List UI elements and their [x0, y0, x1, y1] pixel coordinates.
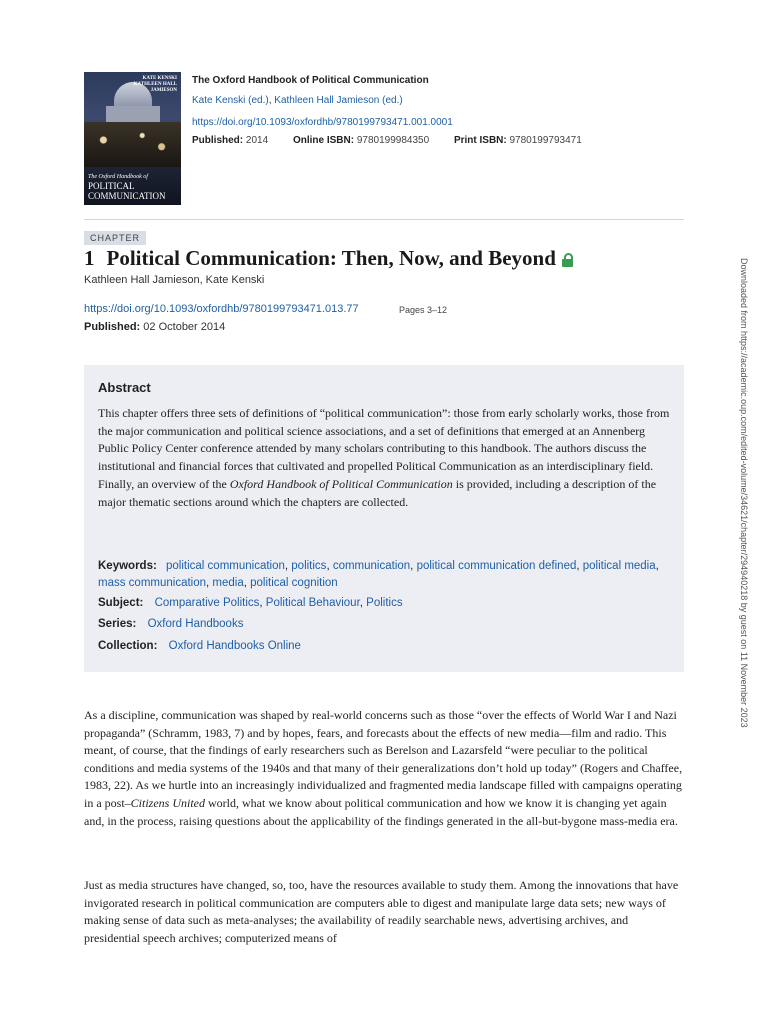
chapter-title-text: Political Communication: Then, Now, and Beyond [106, 246, 556, 270]
cover-small-title: The Oxford Handbook of [88, 174, 148, 180]
subject-row: Subject: Comparative Politics, Political Behaviour, Politics [98, 597, 403, 609]
keyword-link[interactable]: political communication [166, 560, 285, 572]
capitol-base [106, 106, 160, 122]
keyword-link[interactable]: politics [291, 560, 327, 572]
subject-link[interactable]: Politics [366, 597, 403, 609]
cover-title [88, 173, 178, 201]
chapter-authors: Kathleen Hall Jamieson, Kate Kenski [84, 274, 265, 286]
book-publication-info [192, 134, 582, 147]
chapter-number: 1 [84, 246, 95, 270]
keywords-row: Keywords: political communication, politics, communication, political communication defined, political media, mass communication, media, political cognition [98, 560, 659, 589]
abstract-text-part: is provided, including a description of the major thematic sections around which the chapters are collected. [98, 476, 657, 509]
open-access-lock-icon [562, 253, 573, 267]
editor-separator: , [268, 95, 275, 106]
keyword-link[interactable]: political media [582, 560, 656, 572]
book-title[interactable]: The Oxford Handbook of Political Communication [192, 75, 429, 86]
abstract-text [98, 405, 672, 511]
keyword-link[interactable]: mass communication [98, 577, 207, 589]
chapter-published-label: Published: [84, 321, 141, 333]
divider [84, 219, 684, 220]
online-isbn-label: Online ISBN: [292, 135, 355, 146]
download-note-text: Downloaded from https://academic.oup.com/edited-volume/34621/chapter/294940218 by guest on 11 November 2023 [739, 258, 749, 728]
abstract-box [84, 365, 684, 672]
body-paragraph: Just as media structures have changed, so, too, have the resources available to study them. Among the innovations that have invigorated research in political communication are computers able to digest and manipulate large data sets; new ways of making sense of data such as meta-analyses; the availability of readily searchable news, advertising archives, and presidential speech archives; computerized means of [84, 878, 679, 945]
keyword-link[interactable]: media [212, 577, 244, 589]
cover-title-line1: POLITICAL [88, 181, 135, 191]
print-isbn-label: Print ISBN: [453, 135, 507, 146]
collection-link[interactable]: Oxford Handbooks Online [168, 640, 301, 652]
chapter-tag: CHAPTER [84, 231, 146, 245]
keywords-label: Keywords: [98, 560, 157, 572]
chapter-pages: Pages 3–12 [399, 305, 448, 315]
series-row [98, 618, 243, 630]
abstract-book-title: Oxford Handbook of Political Communication [229, 476, 453, 491]
chapter-title [84, 246, 573, 271]
published-label: Published: [192, 135, 244, 146]
keyword-link[interactable]: political communication defined [416, 560, 577, 572]
chapter-published [84, 321, 225, 333]
print-isbn-value: 9780199793471 [509, 135, 582, 146]
paragraph-italic: Citizens United [130, 795, 206, 810]
online-isbn-value: 9780199984350 [356, 135, 430, 146]
book-doi-link[interactable]: https://doi.org/10.1093/oxfordhb/9780199793471.001.0001 [192, 117, 453, 128]
book-doi [192, 116, 453, 129]
subject-link[interactable]: Political Behaviour [265, 597, 360, 609]
collection-label: Collection: [98, 640, 158, 652]
chapter-published-value: 02 October 2014 [143, 321, 226, 333]
published-value: 2014 [245, 135, 269, 146]
abstract-text-part: This chapter offers three sets of definitions of “political communication”: those from early scholarly works, those from the major communication and political science associations, and a set of definitions that emerged at an Annenberg Public Policy Center conference attended by many scholars contributing to this handbook. The authors discuss the institutional and financial forces that cultivated and propelled Political Communication as an interdisciplinary field. Finally, an overview of the [98, 406, 670, 491]
body-paragraph [84, 707, 684, 830]
collection-row [98, 640, 301, 652]
paragraph-text: As a discipline, communication was shaped by real-world concerns such as those “over the effects of World War I and Nazi propaganda” (Schramm, 1983, 7) and by hopes, fears, and forecasts about the effects of new media—film and radio. This meant, of course, that the findings of early researchers such as Berelson and Lazarsfeld “were peculiar to the political conditions and media systems of the 1940s and that many of their generalizations don’t hold up today” (Rogers and Chaffee, 1983, 22). As we hurtle into an increasingly individualized and fragmented media landscape filled with campaigns operating in a post– [84, 708, 683, 810]
chapter-doi-link[interactable]: https://doi.org/10.1093/oxfordhb/9780199793471.013.77 [84, 303, 359, 315]
keyword-link[interactable]: political cognition [250, 577, 338, 589]
subject-label: Subject: [98, 597, 144, 609]
editor-link[interactable]: Kathleen Hall Jamieson (ed.) [274, 95, 403, 106]
keyword-link[interactable]: communication [332, 560, 411, 572]
cover-title-line2: COMMUNICATION [88, 191, 166, 201]
series-label: Series: [98, 618, 137, 630]
crowd-photo [84, 122, 181, 167]
abstract-heading: Abstract [98, 380, 151, 395]
book-editors [192, 94, 403, 107]
editor-link[interactable]: Kate Kenski (ed.) [192, 95, 269, 106]
book-header [84, 72, 684, 206]
cover-authors: KATE KENSKI KATHLEEN HALL JAMIESON [133, 76, 177, 93]
series-link[interactable]: Oxford Handbooks [147, 618, 244, 630]
paragraph-text: world, what we know about political communication and how we know it is changing yet again and, in the process, raising questions about the applicability of the findings generated in the all-but-bygone mass-media era. [84, 795, 678, 828]
subject-link[interactable]: Comparative Politics [154, 597, 260, 609]
book-cover-image[interactable] [84, 72, 181, 205]
download-watermark [737, 258, 749, 768]
